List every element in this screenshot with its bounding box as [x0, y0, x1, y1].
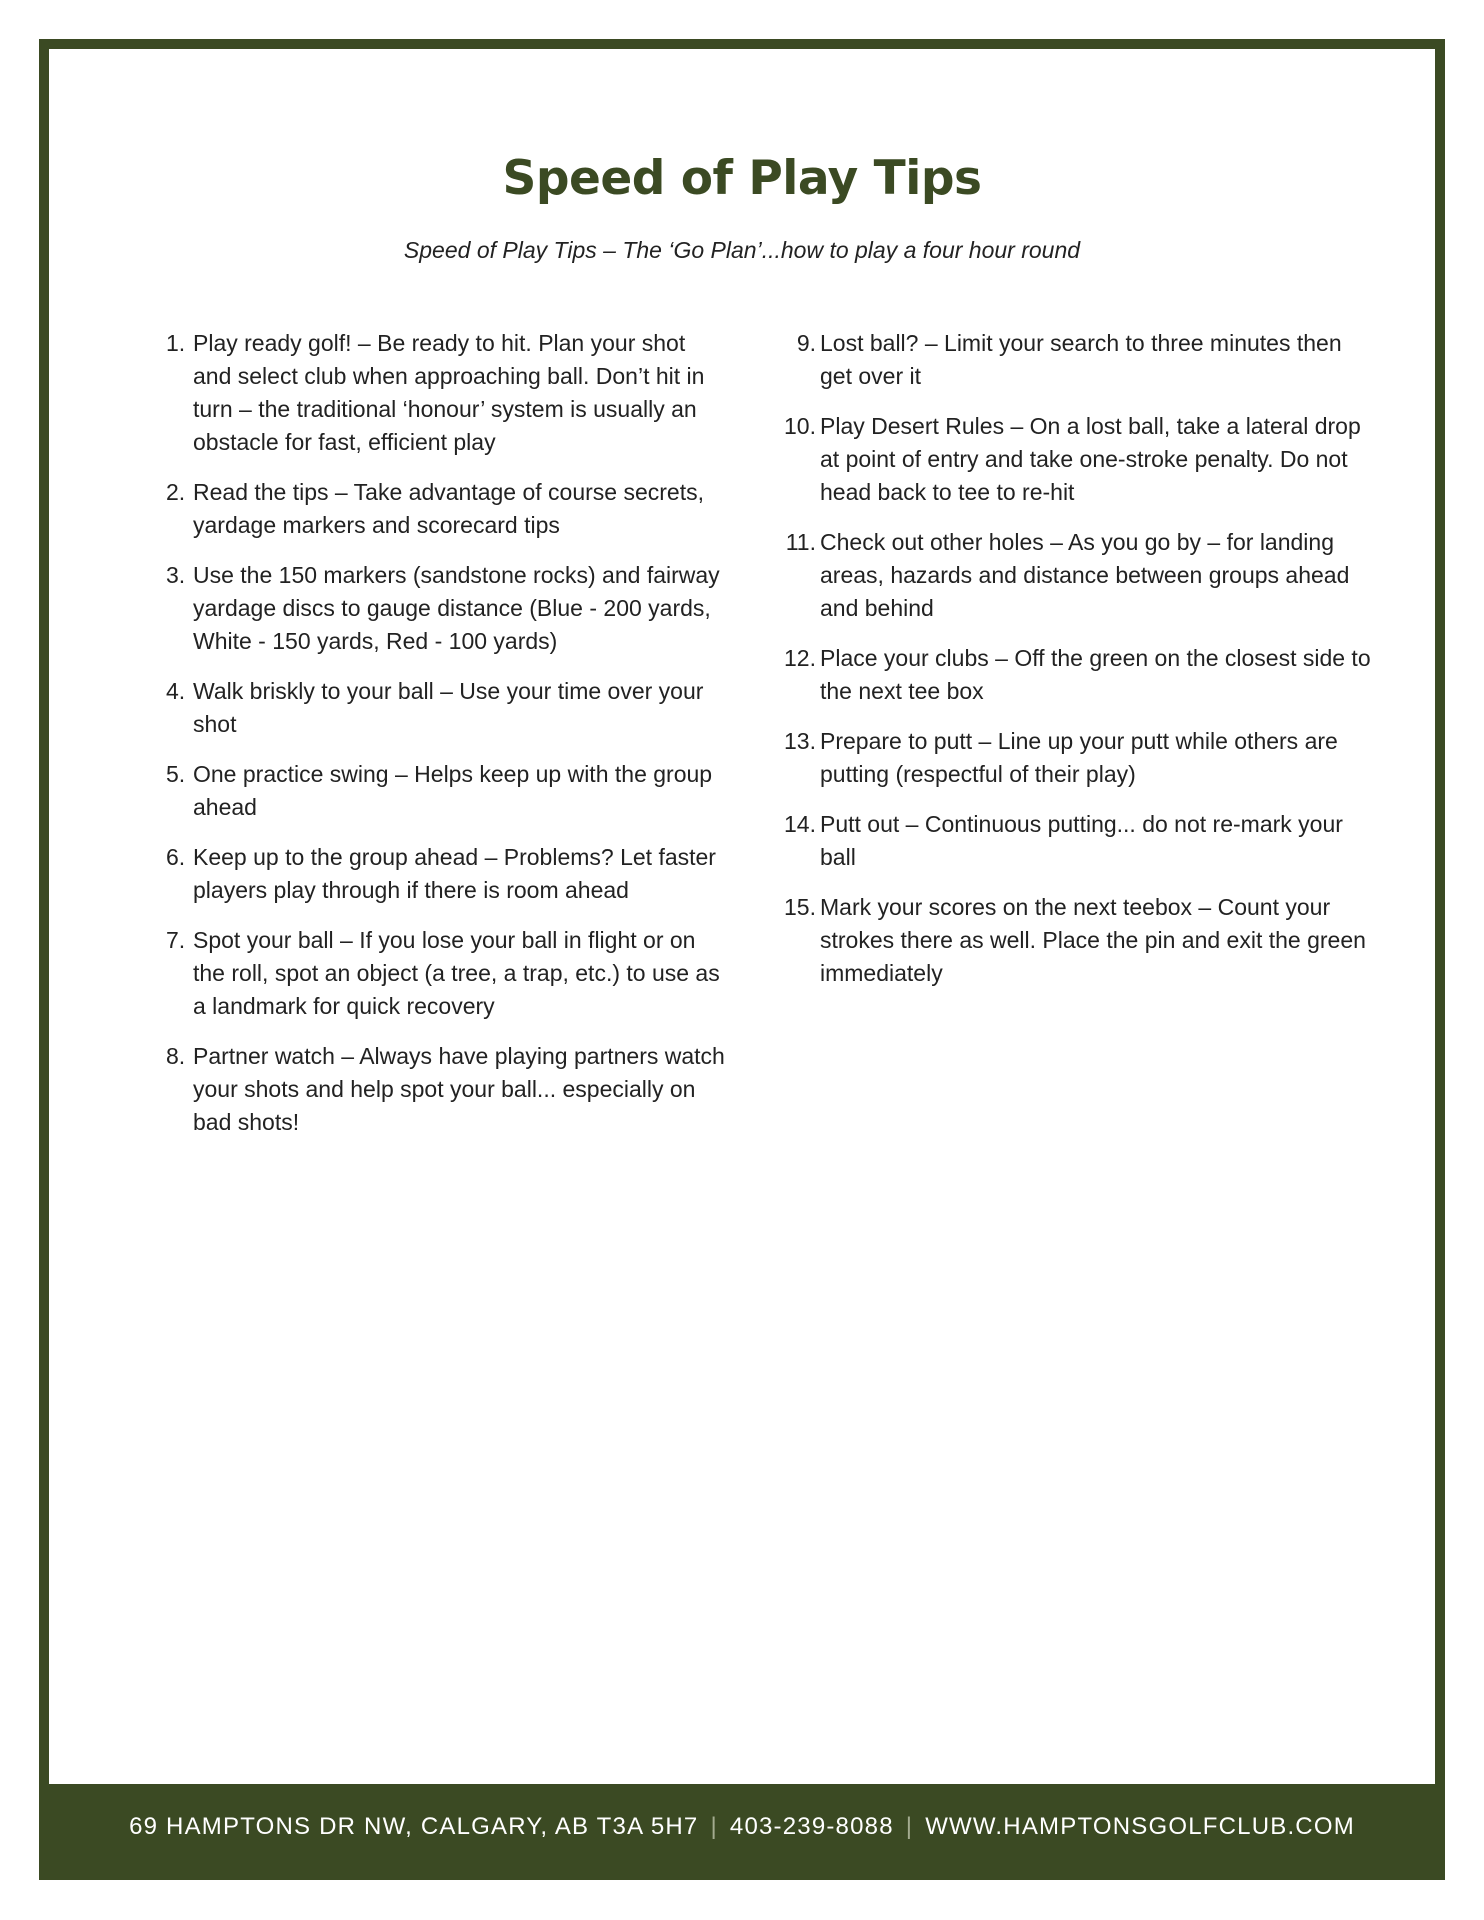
tip-number: 10. [784, 413, 816, 439]
tip-text: Place your clubs – Off the green on the closest side to the next tee box [820, 645, 1371, 704]
tip-text: Use the 150 markers (sandstone rocks) and fairway yardage discs to gauge distance (Blue - 200 yards, White - 150 yards, Red - 100 yards) [193, 562, 720, 654]
tip-number: 13. [784, 728, 816, 754]
tip-item [166, 758, 726, 824]
tip-number: 7. [166, 927, 186, 953]
tip-number: 2. [166, 479, 186, 505]
tip-item [166, 675, 726, 741]
tip-number: 1. [166, 330, 186, 356]
tip-text: One practice swing – Helps keep up with the group ahead [193, 761, 713, 820]
tip-text: Mark your scores on the next teebox – Count your strokes there as well. Place the pin and exit the green immediately [820, 894, 1366, 986]
tip-text: Prepare to putt – Line up your putt while others are putting (respectful of their play) [820, 728, 1338, 787]
tip-number: 11. [785, 529, 816, 555]
footer-bar [49, 1784, 1435, 1870]
footer-website: WWW.HAMPTONSGOLFCLUB.COM [925, 1813, 1355, 1840]
tip-item [779, 725, 1379, 791]
tips-list-right [779, 327, 1379, 1007]
page-subtitle: Speed of Play Tips – The ‘Go Plan’...how to play a four hour round [403, 237, 1081, 263]
footer-separator: | [905, 1813, 914, 1840]
tip-item [779, 808, 1379, 874]
footer-address: 69 HAMPTONS DR NW, CALGARY, AB T3A 5H7 [129, 1813, 699, 1840]
tip-number: 15. [784, 894, 816, 920]
tip-number: 6. [166, 844, 186, 870]
tip-item [166, 327, 726, 459]
tip-text: Partner watch – Always have playing partners watch your shots and help spot your ball... especially on bad shots! [193, 1043, 725, 1135]
tips-list-left [166, 327, 726, 1156]
tip-item [779, 410, 1379, 509]
tip-item [779, 642, 1379, 708]
tip-item [166, 559, 726, 658]
tip-number: 9. [796, 330, 816, 356]
tip-item [166, 476, 726, 542]
tip-text: Spot your ball – If you lose your ball in flight or on the roll, spot an object (a tree, a trap, etc.) to use as a landmark for quick recovery [193, 927, 720, 1019]
tip-number: 5. [166, 761, 186, 787]
tip-item [779, 891, 1379, 990]
page-title: Speed of Play Tips [502, 151, 982, 206]
tip-item [779, 526, 1379, 625]
tip-number: 14. [784, 811, 816, 837]
footer-phone: 403-239-8088 [729, 1813, 894, 1840]
tip-text: Play Desert Rules – On a lost ball, take a lateral drop at point of entry and take one-stroke penalty. Do not head back to tee to re-hit [820, 413, 1361, 505]
tip-text: Walk briskly to your ball – Use your time over your shot [193, 678, 704, 737]
tip-text: Play ready golf! – Be ready to hit. Plan your shot and select club when approaching ball. Don’t hit in turn – the traditional ‘honour’ system is usually an obstacle for fast, efficient play [193, 330, 705, 455]
tip-text: Read the tips – Take advantage of course secrets, yardage markers and scorecard tips [193, 479, 704, 538]
footer-separator: | [710, 1813, 718, 1840]
tip-number: 12. [784, 645, 816, 671]
tip-item [166, 924, 726, 1023]
tip-item [166, 1040, 726, 1139]
tip-number: 4. [166, 678, 186, 704]
tip-item [166, 841, 726, 907]
tip-number: 3. [166, 562, 186, 588]
page-frame [39, 39, 1445, 1880]
tip-number: 8. [166, 1043, 186, 1069]
tip-item [779, 327, 1379, 393]
tip-text: Keep up to the group ahead – Problems? Let faster players play through if there is room ahead [193, 844, 716, 903]
tip-text: Check out other holes – As you go by – for landing areas, hazards and distance between groups ahead and behind [820, 529, 1350, 621]
tip-text: Lost ball? – Limit your search to three minutes then get over it [820, 330, 1342, 389]
tip-text: Putt out – Continuous putting... do not re-mark your ball [820, 811, 1343, 870]
